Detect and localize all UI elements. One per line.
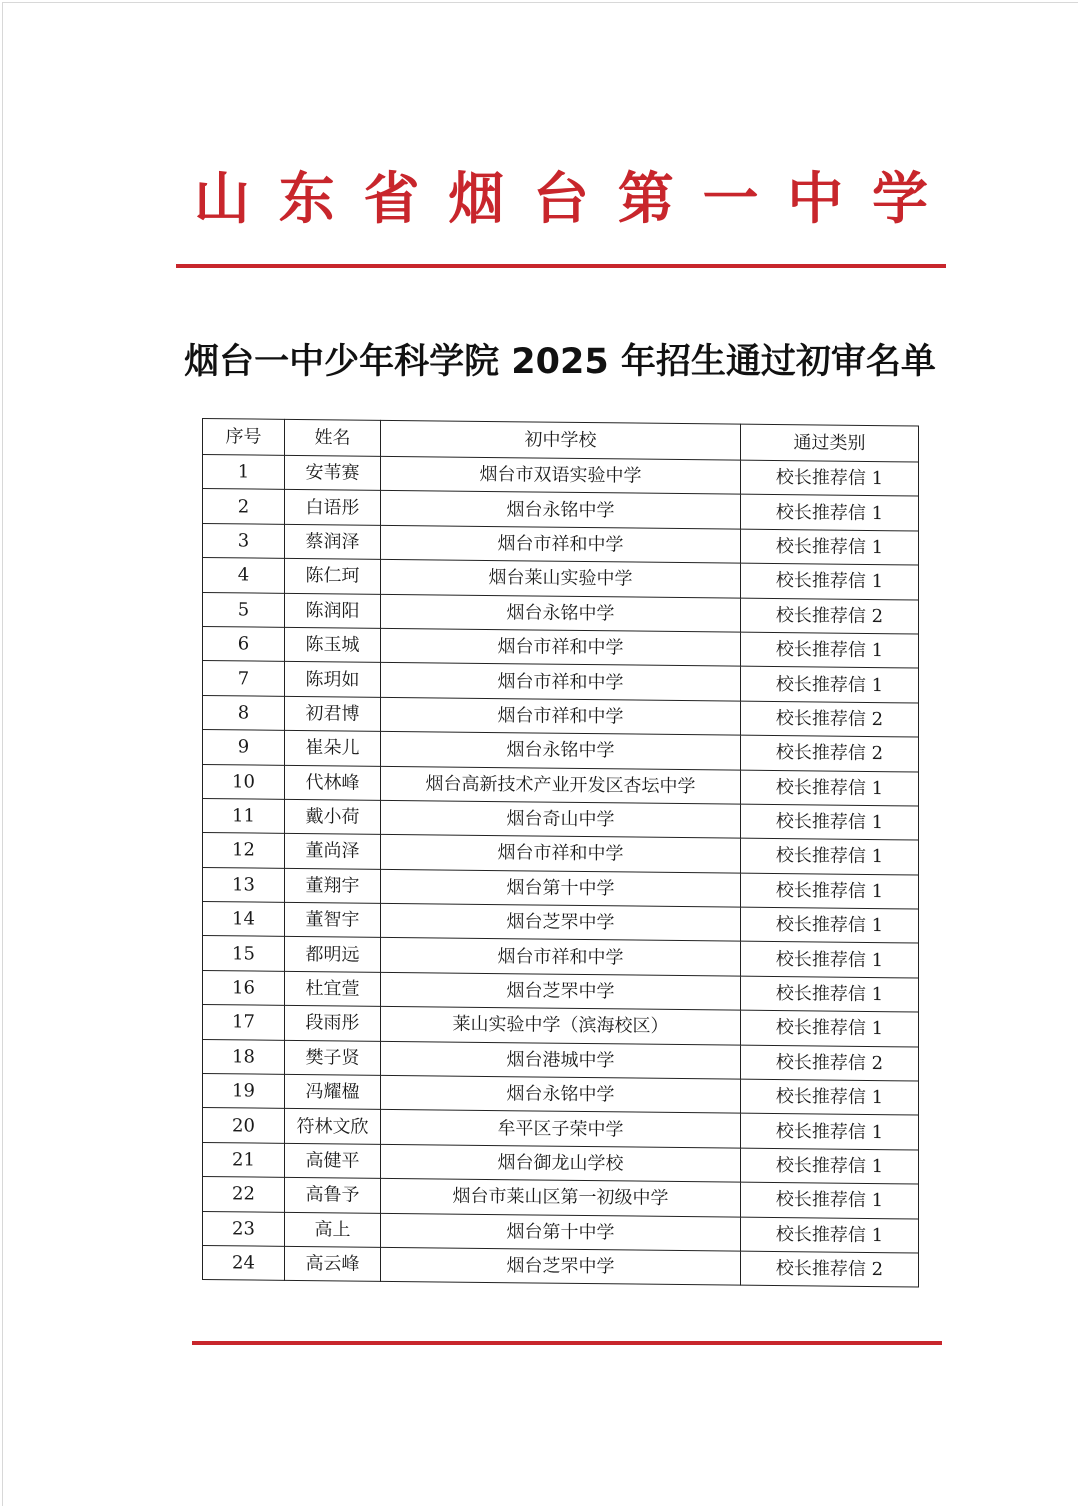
cell-middle-school: 烟台市祥和中学 <box>381 697 741 735</box>
cell-serial-number: 10 <box>203 764 285 799</box>
cell-middle-school: 烟台永铭中学 <box>381 491 741 529</box>
cell-serial-number: 4 <box>203 558 285 593</box>
cell-student-name: 都明远 <box>285 937 381 972</box>
letterhead-char: 第 <box>617 167 674 232</box>
cell-middle-school: 烟台芝罘中学 <box>381 903 741 941</box>
cell-pass-category: 校长推荐信 1 <box>741 632 919 668</box>
cell-serial-number: 11 <box>203 798 285 833</box>
cell-serial-number: 1 <box>203 455 285 490</box>
cell-student-name: 戴小荷 <box>285 799 381 834</box>
cell-student-name: 高上 <box>285 1212 381 1247</box>
cell-student-name: 崔朵儿 <box>285 730 381 765</box>
cell-serial-number: 2 <box>203 489 285 524</box>
header-pass-category: 通过类别 <box>741 424 919 462</box>
document-title: 烟台一中少年科学院 2025 年招生通过初审名单 <box>184 342 936 382</box>
cell-serial-number: 5 <box>203 592 285 627</box>
cell-pass-category: 校长推荐信 1 <box>741 838 919 874</box>
letterhead-char: 台 <box>533 167 589 232</box>
cell-student-name: 冯耀楹 <box>285 1074 381 1109</box>
cell-student-name: 董翔宇 <box>285 868 381 903</box>
header-student-name: 姓名 <box>285 419 381 456</box>
letterhead-char: 中 <box>787 167 844 232</box>
letterhead-char: 省 <box>363 167 420 232</box>
cell-serial-number: 18 <box>203 1039 285 1074</box>
cell-serial-number: 6 <box>203 626 285 661</box>
cell-serial-number: 15 <box>203 936 285 971</box>
cell-middle-school: 烟台高新技术产业开发区杏坛中学 <box>381 766 741 804</box>
cell-student-name: 白语彤 <box>285 490 381 525</box>
cell-pass-category: 校长推荐信 2 <box>741 598 919 634</box>
cell-pass-category: 校长推荐信 2 <box>741 1251 919 1287</box>
cell-middle-school: 烟台市祥和中学 <box>381 628 741 666</box>
cell-pass-category: 校长推荐信 1 <box>741 1114 919 1150</box>
cell-serial-number: 20 <box>203 1108 285 1143</box>
cell-middle-school: 烟台市祥和中学 <box>381 835 741 873</box>
admission-table-wrapper <box>202 418 918 1288</box>
footer-red-rule <box>192 1341 942 1345</box>
cell-middle-school: 烟台市祥和中学 <box>381 525 741 563</box>
letterhead-char: 烟 <box>448 167 505 232</box>
cell-student-name: 初君博 <box>285 696 381 731</box>
cell-pass-category: 校长推荐信 1 <box>741 1010 919 1046</box>
header-serial-number: 序号 <box>203 419 285 456</box>
cell-student-name: 高鲁予 <box>285 1178 381 1213</box>
cell-serial-number: 24 <box>203 1245 285 1280</box>
cell-pass-category: 校长推荐信 1 <box>741 1217 919 1253</box>
header-middle-school: 初中学校 <box>381 420 741 460</box>
cell-pass-category: 校长推荐信 1 <box>741 804 919 840</box>
cell-serial-number: 12 <box>203 833 285 868</box>
cell-serial-number: 13 <box>203 867 285 902</box>
letterhead-school-name <box>176 160 946 240</box>
cell-serial-number: 7 <box>203 661 285 696</box>
cell-middle-school: 莱山实验中学（滨海校区） <box>381 1007 741 1045</box>
cell-pass-category: 校长推荐信 1 <box>741 873 919 909</box>
cell-serial-number: 9 <box>203 730 285 765</box>
cell-student-name: 陈玉城 <box>285 627 381 662</box>
cell-middle-school: 烟台永铭中学 <box>381 1075 741 1113</box>
cell-serial-number: 22 <box>203 1177 285 1212</box>
cell-pass-category: 校长推荐信 1 <box>741 495 919 531</box>
cell-middle-school: 烟台第十中学 <box>381 869 741 907</box>
cell-middle-school: 烟台港城中学 <box>381 1041 741 1079</box>
cell-middle-school: 烟台永铭中学 <box>381 594 741 632</box>
cell-pass-category: 校长推荐信 1 <box>741 1182 919 1218</box>
cell-pass-category: 校长推荐信 1 <box>741 563 919 599</box>
letterhead-char: 东 <box>278 167 335 232</box>
cell-pass-category: 校长推荐信 2 <box>741 1045 919 1081</box>
cell-middle-school: 烟台市祥和中学 <box>381 663 741 701</box>
cell-serial-number: 16 <box>203 970 285 1005</box>
cell-serial-number: 21 <box>203 1142 285 1177</box>
cell-student-name: 代林峰 <box>285 765 381 800</box>
cell-serial-number: 3 <box>203 523 285 558</box>
cell-student-name: 董智宇 <box>285 902 381 937</box>
cell-serial-number: 23 <box>203 1211 285 1246</box>
cell-student-name: 符林文欣 <box>285 1109 381 1144</box>
cell-middle-school: 烟台芝罘中学 <box>381 972 741 1010</box>
table-body <box>203 455 919 1288</box>
cell-pass-category: 校长推荐信 1 <box>741 529 919 565</box>
cell-student-name: 蔡润泽 <box>285 524 381 559</box>
cell-pass-category: 校长推荐信 1 <box>741 942 919 978</box>
table-row <box>203 1245 919 1287</box>
cell-serial-number: 8 <box>203 695 285 730</box>
cell-middle-school: 烟台第十中学 <box>381 1213 741 1251</box>
cell-pass-category: 校长推荐信 1 <box>741 1148 919 1184</box>
cell-middle-school: 烟台永铭中学 <box>381 731 741 769</box>
cell-student-name: 段雨彤 <box>285 1006 381 1041</box>
cell-student-name: 高健平 <box>285 1143 381 1178</box>
cell-student-name: 陈玥如 <box>285 662 381 697</box>
letterhead-char: 山 <box>194 167 250 232</box>
cell-serial-number: 19 <box>203 1074 285 1109</box>
letterhead-red-rule <box>176 264 946 268</box>
cell-middle-school: 烟台御龙山学校 <box>381 1144 741 1182</box>
cell-serial-number: 17 <box>203 1005 285 1040</box>
cell-student-name: 陈仁珂 <box>285 559 381 594</box>
admission-list-table <box>202 418 919 1288</box>
cell-middle-school: 烟台市双语实验中学 <box>381 456 741 494</box>
cell-student-name: 董尚泽 <box>285 834 381 869</box>
cell-serial-number: 14 <box>203 902 285 937</box>
cell-middle-school: 烟台奇山中学 <box>381 800 741 838</box>
cell-middle-school: 烟台市莱山区第一初级中学 <box>381 1179 741 1217</box>
cell-student-name: 樊子贤 <box>285 1040 381 1075</box>
cell-pass-category: 校长推荐信 2 <box>741 735 919 771</box>
letterhead-char: 学 <box>872 167 928 232</box>
cell-middle-school: 牟平区子荣中学 <box>381 1110 741 1148</box>
cell-pass-category: 校长推荐信 1 <box>741 460 919 496</box>
cell-student-name: 高云峰 <box>285 1246 381 1281</box>
cell-pass-category: 校长推荐信 1 <box>741 976 919 1012</box>
cell-pass-category: 校长推荐信 1 <box>741 770 919 806</box>
cell-pass-category: 校长推荐信 2 <box>741 701 919 737</box>
cell-middle-school: 烟台市祥和中学 <box>381 938 741 976</box>
cell-student-name: 杜宜萱 <box>285 971 381 1006</box>
cell-middle-school: 烟台莱山实验中学 <box>381 560 741 598</box>
cell-student-name: 陈润阳 <box>285 593 381 628</box>
letterhead-char: 一 <box>702 167 759 232</box>
cell-pass-category: 校长推荐信 1 <box>741 907 919 943</box>
cell-pass-category: 校长推荐信 1 <box>741 1079 919 1115</box>
cell-middle-school: 烟台芝罘中学 <box>381 1247 741 1285</box>
cell-student-name: 安苇赛 <box>285 455 381 490</box>
cell-pass-category: 校长推荐信 1 <box>741 666 919 702</box>
